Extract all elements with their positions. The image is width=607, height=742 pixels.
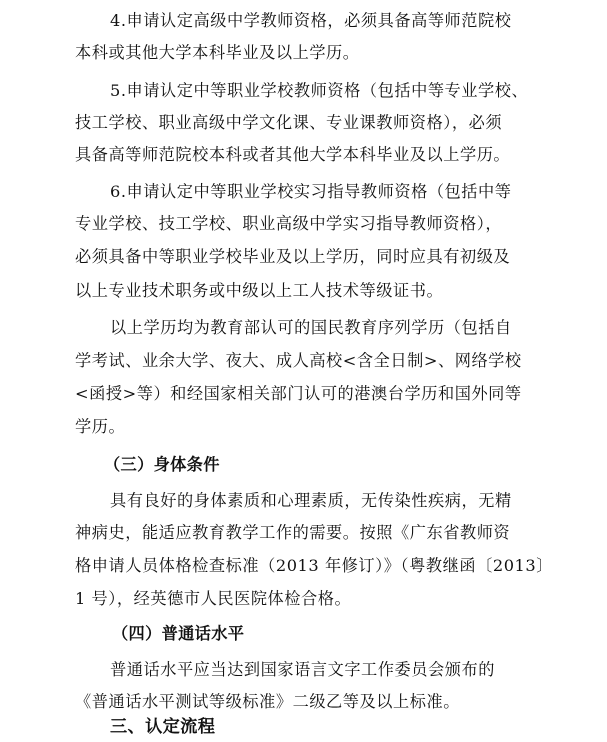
paragraph-line: 6.申请认定中等职业学校实习指导教师资格（包括中等 — [110, 182, 512, 201]
paragraph-line: 本科或其他大学本科毕业及以上学历。 — [75, 43, 360, 62]
paragraph-line: 4.申请认定高级中学教师资格，必须具备高等师范院校 — [110, 11, 512, 30]
paragraph-line: 专业学校、技工学校、职业高级中学实习指导教师资格）， — [75, 214, 503, 233]
paragraph-line: <函授>等）和经国家相关部门认可的港澳台学历和国外同等 — [75, 384, 522, 403]
paragraph-line: 以上学历均为教育部认可的国民教育序列学历（包括自 — [110, 318, 512, 337]
paragraph-line: 以上专业技术职务或中级以上工人技术等级证书。 — [75, 281, 444, 300]
paragraph-line: 普通话水平应当达到国家语言文字工作委员会颁布的 — [110, 660, 495, 679]
paragraph-line: 神病史，能适应教育教学工作的需要。按照《广东省教师资 — [75, 523, 511, 542]
section-heading: （四）普通话水平 — [112, 624, 245, 643]
section-title: 三、认定流程 — [110, 717, 216, 737]
paragraph-line: 学历。 — [75, 417, 126, 436]
paragraph-line: 具有良好的身体素质和心理素质，无传染性疾病，无精 — [110, 491, 512, 510]
paragraph-line: 具备高等师范院校本科或者其他大学本科毕业及以上学历。 — [75, 145, 511, 164]
paragraph-line: 必须具备中等职业学校毕业及以上学历，同时应具有初级及 — [75, 247, 511, 266]
paragraph-line: 5.申请认定中等职业学校教师资格（包括中等专业学校、 — [110, 81, 529, 100]
paragraph-line: 1 号），经英德市人民医院体检合格。 — [75, 589, 352, 608]
section-heading: （三）身体条件 — [104, 455, 220, 474]
paragraph-line: 学考试、业余大学、夜大、成人高校<含全日制>、网络学校 — [75, 351, 522, 370]
paragraph-line: 格申请人员体格检查标准（2013 年修订）》（粤教继函〔2013〕 — [75, 556, 553, 575]
paragraph-line: 《普通话水平测试等级标准》二级乙等及以上标准。 — [75, 692, 460, 711]
paragraph-line: 技工学校、职业高级中学文化课、专业课教师资格），必须 — [75, 113, 503, 132]
